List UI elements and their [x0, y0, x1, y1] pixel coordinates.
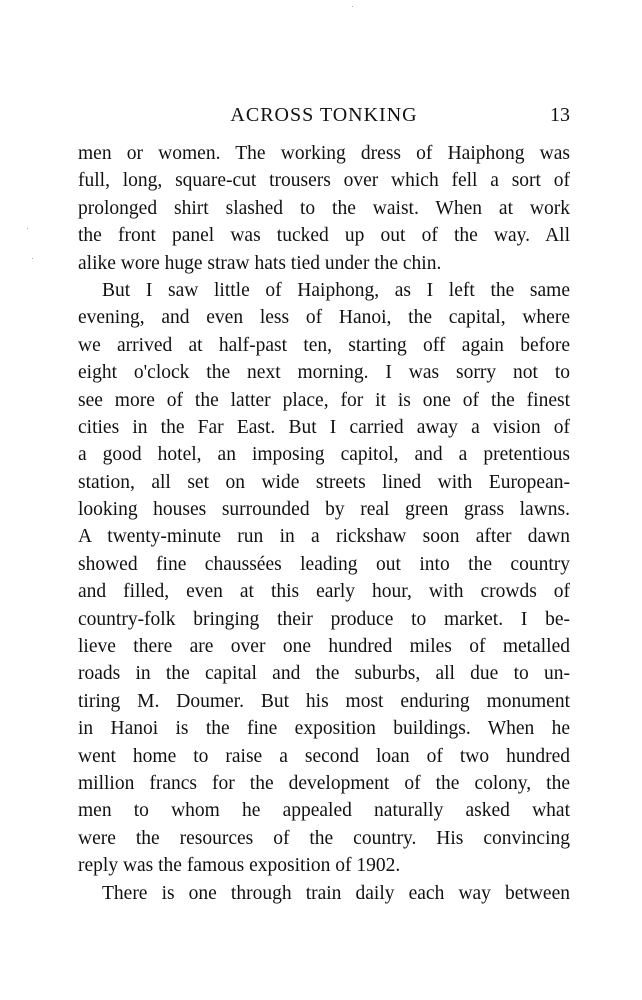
text-line: alike wore huge straw hats tied under the chin. — [78, 252, 442, 274]
text-line: showed fine chaussées leading out into the country — [78, 553, 570, 575]
text-line: country-folk bringing their produce to market. I be- — [78, 608, 570, 630]
text-line: cities in the Far East. But I carried away a vision of — [78, 416, 570, 438]
text-line: reply was the famous exposition of 1902. — [78, 855, 401, 877]
text-line: see more of the latter place, for it is one of the finest — [78, 389, 570, 411]
text-line: went home to raise a second loan of two hundred — [78, 745, 570, 767]
text-line: million francs for the development of the colony, the — [78, 772, 570, 794]
scan-speck — [27, 228, 28, 229]
running-head — [78, 100, 570, 130]
text-line: a good hotel, an imposing capitol, and a pretentious — [78, 444, 570, 466]
text-line: eight o'clock the next morning. I was sorry not to — [78, 362, 570, 384]
body-text — [78, 140, 570, 907]
text-line: looking houses surrounded by real green grass lawns. — [78, 499, 570, 521]
scan-speck — [352, 6, 353, 7]
text-line: evening, and even less of Hanoi, the capital, where — [78, 307, 570, 329]
text-line: men or women. The working dress of Haiphong was — [78, 143, 570, 164]
text-line: lieve there are over one hundred miles of metalled — [78, 636, 570, 658]
scan-speck — [32, 258, 33, 259]
text-line: we arrived at half-past ten, starting off again before — [78, 334, 570, 356]
text-line: in Hanoi is the fine exposition buildings. When he — [78, 718, 570, 740]
text-line: prolonged shirt slashed to the waist. When at work — [78, 197, 570, 219]
text-line: station, all set on wide streets lined with European- — [78, 471, 570, 493]
text-line: roads in the capital and the suburbs, all due to un- — [78, 663, 570, 685]
text-line: men to whom he appealed naturally asked what — [78, 800, 570, 822]
page-number: 13 — [550, 104, 570, 126]
text-line: But I saw little of Haiphong, as I left the same — [102, 279, 570, 301]
text-line: the front panel was tucked up out of the way. All — [78, 225, 570, 247]
running-title: ACROSS TONKING — [230, 104, 418, 126]
text-line: There is one through train daily each way between — [102, 882, 570, 904]
text-line: and filled, even at this early hour, with crowds of — [78, 581, 570, 603]
text-line: were the resources of the country. His convincing — [78, 827, 570, 849]
text-line: A twenty-minute run in a rickshaw soon after dawn — [78, 526, 570, 548]
text-line: tiring M. Doumer. But his most enduring monument — [78, 690, 570, 712]
text-line: full, long, square-cut trousers over which fell a sort of — [78, 170, 570, 192]
